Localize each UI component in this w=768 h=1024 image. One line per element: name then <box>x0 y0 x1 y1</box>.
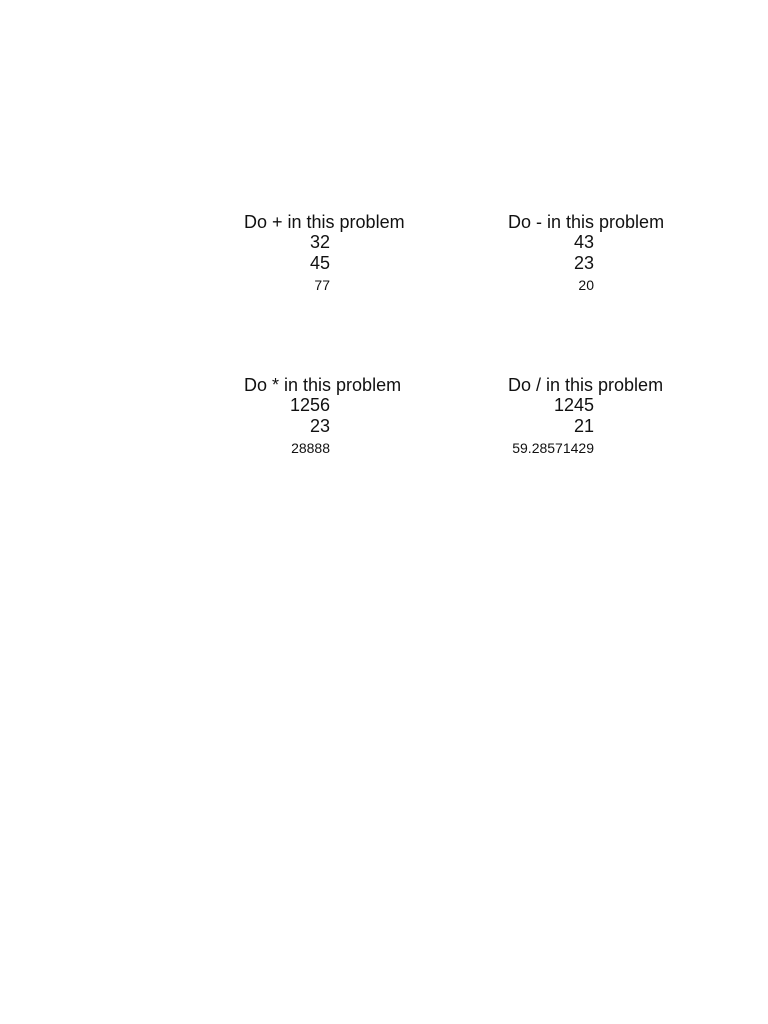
first-operand: 1256 <box>289 395 330 415</box>
problem-result: 77 <box>314 277 330 293</box>
second-operand: 23 <box>309 416 330 436</box>
second-operand: 45 <box>309 253 330 273</box>
first-operand: 1245 <box>553 395 594 415</box>
problem-title: Do + in this problem <box>244 212 405 232</box>
first-operand: 43 <box>573 232 594 252</box>
problem-title: Do / in this problem <box>508 375 664 395</box>
problem-result: 20 <box>578 277 594 293</box>
problem-result: 59.28571429 <box>512 440 594 456</box>
second-operand: 23 <box>573 253 594 273</box>
problem-result: 28888 <box>291 440 330 456</box>
problem-title: Do * in this problem <box>244 375 402 395</box>
first-operand: 32 <box>309 232 330 252</box>
second-operand: 21 <box>573 416 594 436</box>
problem-title: Do - in this problem <box>508 212 665 232</box>
